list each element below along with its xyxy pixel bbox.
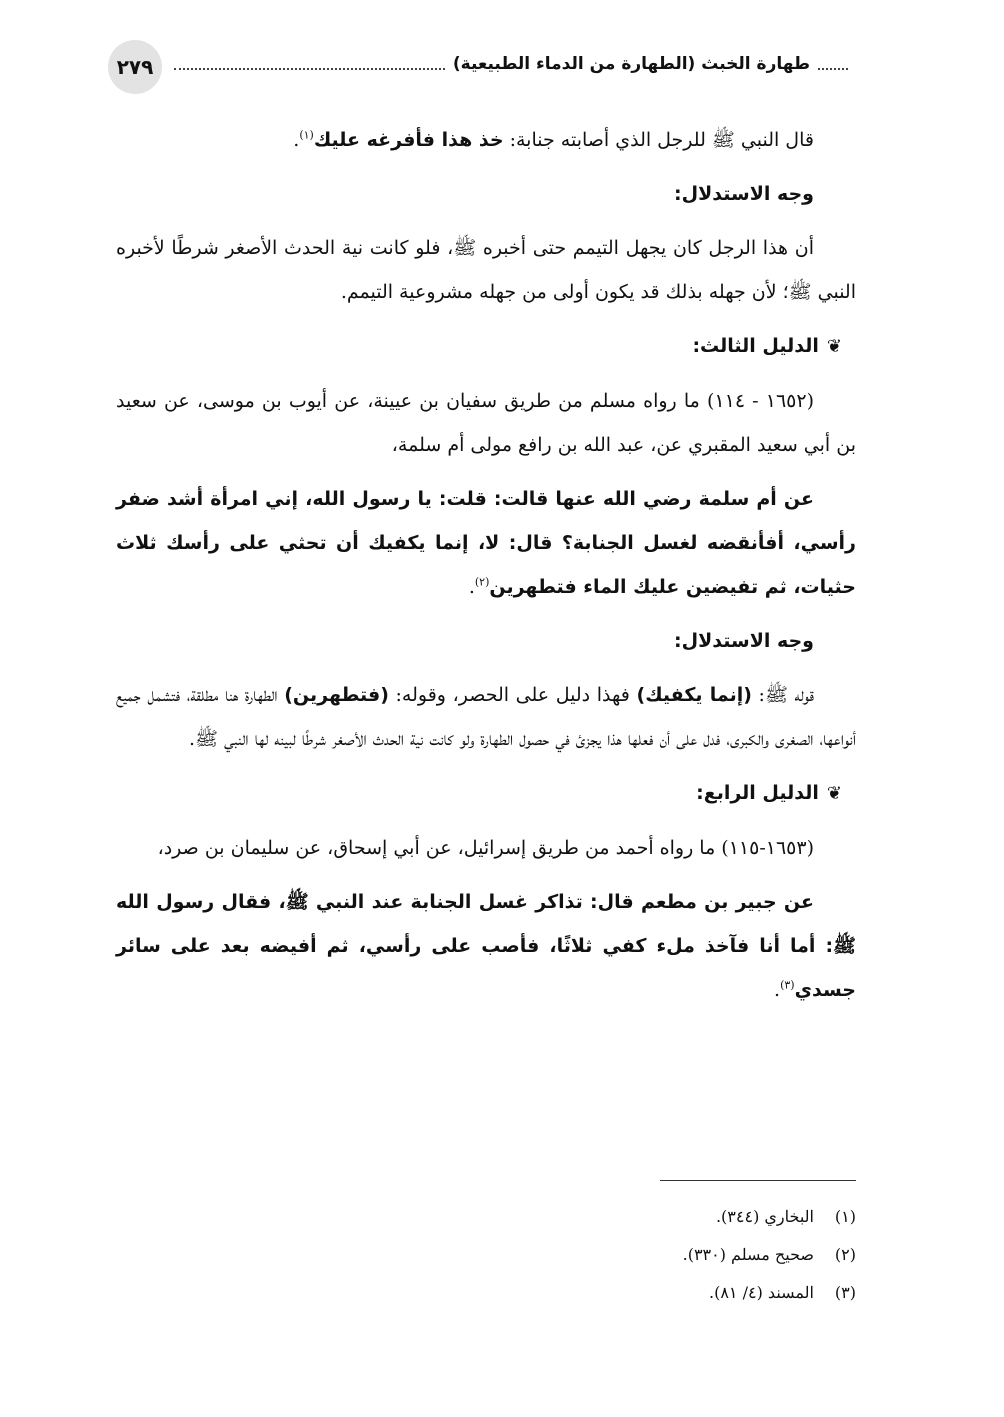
footnote-ref-2: (٢) — [474, 575, 490, 589]
quoted-phrase-2: (فتطهرين) — [284, 684, 389, 706]
quoted-phrase-1: (إنما يكفيك) — [636, 684, 752, 706]
fleuron-icon: ❦ — [826, 783, 842, 804]
footnote-item — [256, 1274, 856, 1312]
sentence-end: . — [293, 129, 300, 151]
footnote-number: (٣) — [834, 1283, 856, 1302]
paragraph-text: قال النبي ﷺ للرجل الذي أصابته جنابة: — [503, 129, 814, 151]
paragraph-hadith-quote — [116, 118, 856, 162]
page-body — [116, 118, 856, 1022]
page-header — [108, 40, 848, 96]
heading-inference-2: وجه الاستدلال: — [674, 630, 814, 652]
hadith-text-bold: خذ هذا فأفرغه عليك — [313, 129, 504, 151]
fleuron-icon: ❦ — [826, 336, 842, 357]
footnote-ref-3: (٣) — [780, 978, 795, 992]
paragraph-isnad-2: (١٦٥٣-١١٥) ما رواه أحمد من طريق إسرائيل، عن أبي إسحاق، عن سليمان بن صرد، — [157, 837, 814, 859]
footnote-item — [256, 1198, 856, 1236]
heading-text: الدليل الثالث: — [692, 335, 819, 357]
paragraph-isnad-1: (١٦٥٢ - ١١٤) ما رواه مسلم من طريق سفيان بن عيينة، عن أيوب بن موسى، عن سعيد بن أبي سعيد المقبري عن، عبد الله بن رافع مولى أم سلمة، — [116, 390, 856, 456]
leader-dots-left — [174, 68, 445, 70]
sentence-end: . — [774, 979, 781, 1001]
footnote-text: البخاري (٣٤٤). — [715, 1207, 814, 1226]
heading-evidence-4 — [116, 771, 856, 816]
heading-inference-1: وجه الاستدلال: — [674, 183, 814, 205]
footnote-text: المسند (٤/ ٨١). — [709, 1283, 814, 1302]
sentence-end: . — [468, 576, 475, 598]
heading-evidence-3 — [116, 324, 856, 369]
footnotes — [256, 1198, 856, 1312]
footnote-item — [256, 1236, 856, 1274]
hadith-text-bold: عن جبير بن مطعم قال: تذاكر غسل الجنابة عند النبي ﷺ، فقال رسول الله ﷺ: أما أنا فآخذ ملء كفي ثلاثًا، فأصب على رأسي، ثم أفيضه بعد على سائر جسدي — [116, 891, 856, 1001]
running-header — [174, 54, 848, 74]
heading-text: الدليل الرابع: — [696, 782, 819, 804]
paragraph-text: فهذا دليل على الحصر، وقوله: — [388, 684, 637, 706]
footnote-separator — [660, 1180, 856, 1181]
paragraph-inference-1: أن هذا الرجل كان يجهل التيمم حتى أخبره ﷺ، فلو كانت نية الحدث الأصغر شرطًا لأخبره النبي ﷺ؛ لأن جهله بذلك قد يكون أولى من جهله مشروعية التيمم. — [116, 237, 856, 303]
paragraph-text: الطهارة هنا مطلقة، فتشمل جميع أنواعها، الصغرى والكبرى، فدل على أن فعلها هذا يجزئ في حصول الطهارة ولو كانت نية الحدث الأصغر شرطًا لبينه لها النبي ﷺ. — [116, 684, 856, 750]
paragraph-inference-2 — [116, 673, 856, 761]
footnote-number: (١) — [834, 1207, 856, 1226]
hadith-text-bold: عن أم سلمة رضي الله عنها قالت: قلت: يا رسول الله، إني امرأة أشد ضفر رأسي، أفأنقضه لغسل الجنابة؟ قال: لا، إنما يكفيك أن تحثي على رأسك ثلاث حثيات، ثم تفيضين عليك الماء فتطهرين — [116, 488, 856, 598]
page-number: ٢٧٩ — [108, 40, 162, 94]
footnote-text: صحيح مسلم (٣٣٠). — [682, 1245, 814, 1264]
paragraph-hadith-3 — [116, 880, 856, 1012]
footnote-number: (٢) — [834, 1245, 856, 1264]
running-title: طهارة الخبث (الطهارة من الدماء الطبيعية) — [452, 54, 810, 74]
paragraph-hadith-2 — [116, 477, 856, 609]
paragraph-text: قوله ﷺ: — [751, 684, 814, 706]
footnote-ref-1: (١) — [299, 128, 314, 142]
leader-dots-right — [818, 68, 848, 70]
